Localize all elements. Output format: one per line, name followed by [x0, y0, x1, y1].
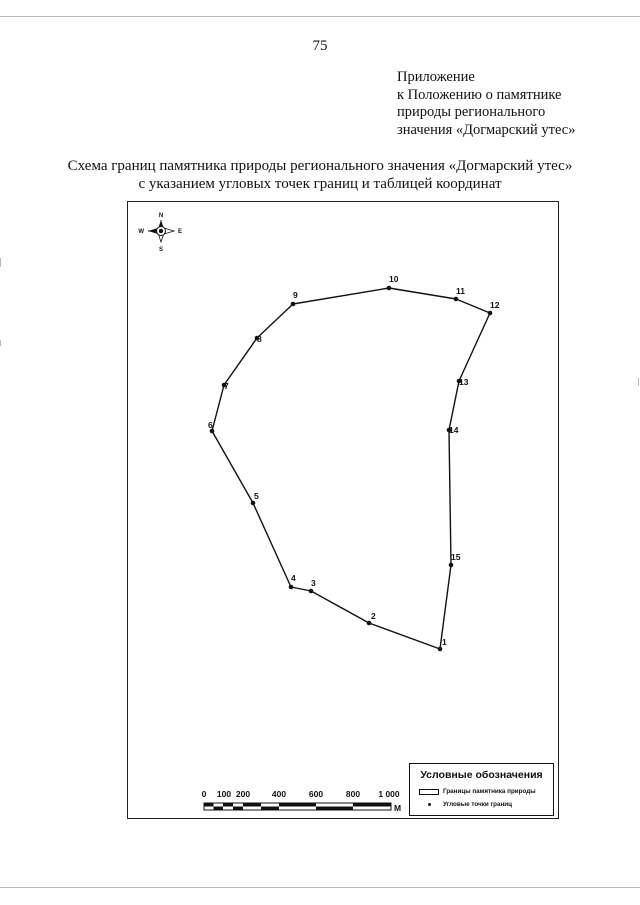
boundary-point-2: [367, 621, 372, 626]
scale-unit-label: М: [394, 803, 402, 813]
boundary-point-5: [251, 501, 256, 506]
scale-segment: [261, 807, 279, 811]
scan-edge-bottom: [0, 887, 640, 888]
legend-item-label: Угловые точки границ: [443, 801, 513, 808]
compass-rose: [138, 213, 182, 253]
boundary-point-label: 3: [311, 578, 316, 588]
scan-mark-right: [638, 378, 639, 386]
boundary-point-label: 8: [257, 334, 262, 344]
page-number: 75: [312, 38, 328, 54]
scale-tick-label: 400: [271, 789, 287, 799]
scale-segment: [353, 803, 391, 807]
boundary-point-label: 2: [371, 611, 376, 621]
scale-segment: [316, 807, 353, 811]
appendix-line: к Положению о памятнике: [397, 86, 562, 103]
boundary-point-label: 14: [449, 425, 459, 435]
scale-segment: [243, 803, 261, 807]
boundary-point-1: [438, 647, 443, 652]
scan-edge-top: [0, 16, 640, 17]
boundary-point-label: 7: [224, 381, 229, 391]
legend-item-label: Границы памятника природы: [443, 788, 536, 795]
boundary-point-15: [449, 563, 454, 568]
boundary-point-label: 10: [389, 274, 399, 284]
boundary-point-3: [309, 589, 314, 594]
map-title: [0, 157, 640, 193]
compass-center: [159, 229, 163, 233]
scale-tick-label: 800: [345, 789, 361, 799]
boundary-point-label: 6: [208, 420, 213, 430]
legend-item-points: [419, 801, 512, 808]
scale-segment: [233, 807, 243, 811]
boundary-point-label: 1: [442, 637, 447, 647]
boundary-point-label: 13: [459, 377, 469, 387]
boundary-point-label: 9: [293, 290, 298, 300]
scale-segment: [223, 803, 233, 807]
compass-north-label: N: [158, 213, 164, 219]
boundary-point-4: [289, 585, 294, 590]
compass-south-label: S: [158, 247, 164, 253]
boundary-point-label: 11: [456, 286, 465, 296]
map-title-line: с указанием угловых точек границ и таблицей координат: [138, 176, 502, 192]
boundary-polygon: [212, 288, 490, 649]
scale-segment: [214, 807, 224, 811]
boundary-point-label: 4: [291, 573, 296, 583]
appendix-line: значения «Догмарский утес»: [397, 121, 576, 138]
point-dot-icon: [419, 803, 439, 806]
scan-mark-left-2: [0, 340, 1, 346]
scale-segment: [279, 803, 316, 807]
appendix-note: [397, 69, 576, 139]
boundary-points: [208, 274, 500, 651]
boundary-point-label: 5: [254, 491, 259, 501]
compass-west-label: W: [138, 229, 144, 235]
scale-tick-label: 1 000: [378, 789, 400, 799]
compass-east-label: E: [178, 229, 183, 235]
scale-bar: [202, 789, 401, 813]
map-legend: [409, 763, 554, 816]
boundary-point-10: [387, 286, 392, 291]
map-canvas: [128, 202, 558, 818]
boundary-point-label: 15: [451, 552, 461, 562]
appendix-line: Приложение: [397, 69, 475, 85]
scale-tick-label: 200: [235, 789, 251, 799]
map-frame: [127, 201, 559, 819]
scan-mark-left: [0, 258, 1, 267]
scale-segment: [204, 803, 214, 807]
boundary-swatch-icon: [419, 789, 439, 795]
map-title-line: Схема границ памятника природы регионального значения «Догмарский утес»: [67, 158, 573, 174]
boundary-point-9: [291, 302, 296, 307]
scale-tick-label: 0: [201, 789, 207, 799]
appendix-line: природы регионального: [397, 104, 546, 120]
legend-item-boundary: [419, 788, 536, 795]
boundary-point-11: [454, 297, 459, 302]
scale-tick-label: 600: [308, 789, 324, 799]
boundary-point-12: [488, 311, 493, 316]
scale-tick-label: 100: [216, 789, 232, 799]
boundary-point-label: 12: [490, 300, 500, 310]
legend-title: Условные обозначения: [420, 769, 543, 781]
